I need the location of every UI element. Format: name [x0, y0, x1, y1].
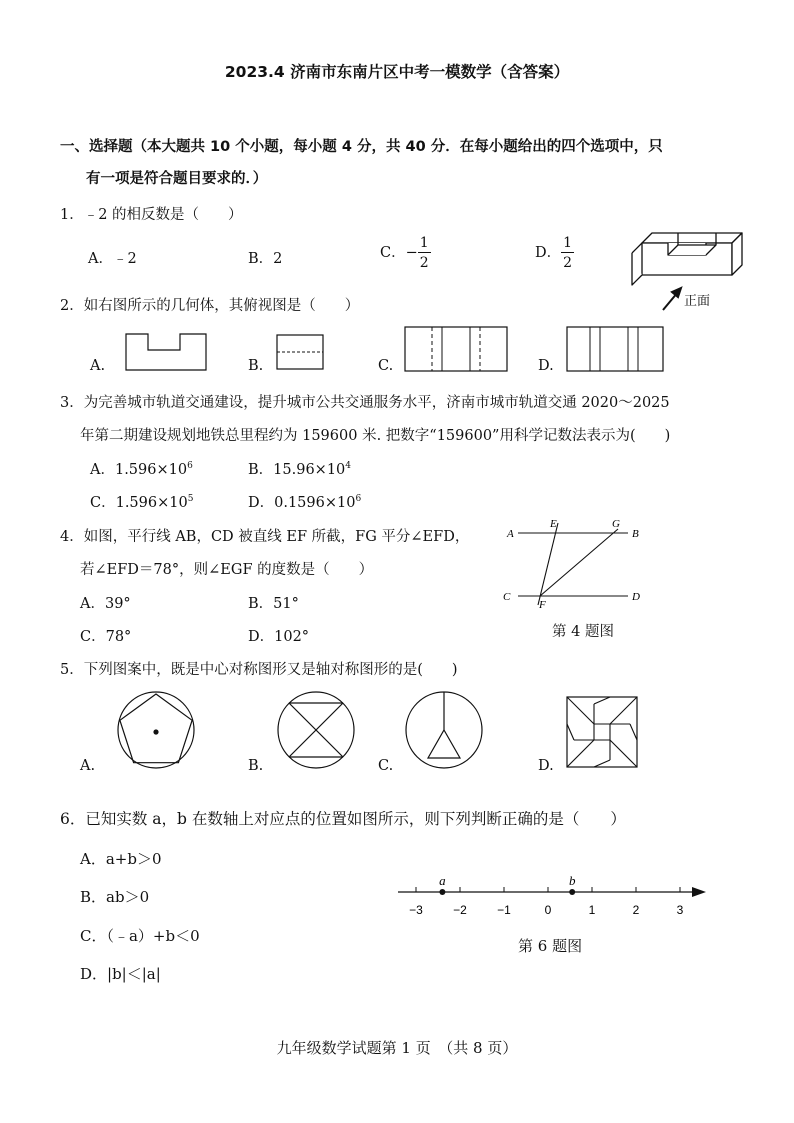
- q3-option-c: [90, 491, 193, 512]
- q4-option-b: B．51°: [248, 596, 299, 612]
- q2-option-d: D.: [538, 358, 554, 374]
- q3-stem-line1: 3．为完善城市轨道交通建设，提升城市公共交通服务水平，济南市城市轨道交通 2020～2025: [60, 395, 670, 411]
- q6-option-b: B．ab＞0: [80, 888, 150, 906]
- q2-option-d-figure: [566, 326, 664, 372]
- q5-option-a: A.: [80, 758, 96, 774]
- q6-tick-label: 3: [676, 903, 684, 917]
- q3-option-b-base: B．15.96×10: [248, 462, 346, 478]
- q3-option-d-base: D．0.1596×10: [248, 495, 356, 511]
- q4-point-f: F: [539, 599, 546, 611]
- q2-option-c-figure: [404, 326, 508, 372]
- q3-option-c-base: C．1.596×10: [90, 495, 188, 511]
- q4-caption: 第 4 题图: [552, 624, 614, 640]
- q1-option-a: A．﹣2: [88, 251, 137, 267]
- q4-option-a: A．39°: [80, 596, 131, 612]
- section-heading: 一、选择题（本大题共 10 个小题，每小题 4 分，共 40 分．在每小题给出的四个选项中，只: [60, 139, 663, 155]
- q4-option-c: C．78°: [80, 629, 132, 645]
- q2-option-b: B.: [248, 358, 264, 374]
- q5-option-c: C.: [378, 758, 394, 774]
- q6-stem: 6．已知实数 a，b 在数轴上对应点的位置如图所示，则下列判断正确的是（ ）: [60, 810, 626, 828]
- q4-point-a: A: [507, 528, 514, 540]
- q5-option-d: D.: [538, 758, 554, 774]
- q6-option-c: C．（﹣a）+b＜0: [80, 927, 200, 945]
- q6-tick-label: −2: [453, 903, 467, 917]
- q3-option-a-base: A．1.596×10: [90, 462, 188, 478]
- q6-option-d: D．|b|＜|a|: [80, 965, 161, 983]
- q3-option-b: [248, 458, 351, 479]
- q3-option-a-exp: 6: [187, 461, 193, 472]
- q5-option-b-figure: [276, 690, 356, 770]
- q3-option-b-exp: 4: [345, 461, 352, 472]
- q2-option-c: C.: [378, 358, 394, 374]
- q6-tick-label: −3: [409, 903, 423, 917]
- q6-axis-arrow: [692, 887, 706, 897]
- q4-point-c: C: [503, 591, 511, 603]
- q2-option-a-figure: [124, 332, 208, 372]
- q2-option-b-figure: [276, 334, 324, 370]
- q2-option-a: A.: [90, 358, 106, 374]
- q6-tick-label: 2: [632, 903, 640, 917]
- q1-option-c: [380, 236, 431, 270]
- q1-option-c-denominator: 2: [419, 255, 429, 271]
- q4-point-b: B: [632, 528, 639, 540]
- q6-tick-label: 1: [588, 903, 596, 917]
- q5-stem: 5．下列图案中，既是中心对称图形又是轴对称图形的是( ): [60, 662, 458, 678]
- q1-option-c-numerator: 1: [419, 235, 429, 251]
- q4-option-d: D．102°: [248, 629, 310, 645]
- page-title: 2023.4 济南市东南片区中考一模数学（含答案）: [224, 63, 570, 81]
- q6-tick-label: 0: [544, 903, 552, 917]
- section-heading-cont: 有一项是符合题目要求的．）: [86, 171, 268, 187]
- q4-point-g: G: [612, 518, 620, 530]
- q1-option-d: [535, 236, 574, 270]
- q5-option-b: B.: [248, 758, 264, 774]
- q6-number-line: [390, 868, 710, 924]
- q3-option-c-exp: 5: [187, 494, 194, 505]
- q6-point-a: [439, 889, 445, 895]
- q6-caption: 第 6 题图: [518, 937, 583, 955]
- q1-option-b: B．2: [248, 251, 283, 267]
- q1-stem: 1．﹣2 的相反数是（ ）: [60, 207, 243, 223]
- page-footer: 九年级数学试题第 1 页 （共 8 页）: [276, 1039, 518, 1057]
- q3-stem-line2: 年第二期建设规划地铁总里程约为 159600 米. 把数字“159600”用科学记数法表示为( ): [80, 428, 671, 444]
- q6-option-a: A．a+b＞0: [80, 850, 162, 868]
- q6-point-b: [569, 889, 575, 895]
- q6-point-b-label: b: [568, 873, 576, 888]
- q4-stem-line1: 4．如图，平行线 AB，CD 被直线 EF 所截，FG 平分∠EFD，: [60, 529, 470, 545]
- q3-option-d-exp: 6: [355, 494, 362, 505]
- q3-option-a: [90, 458, 193, 479]
- q6-point-a-label: a: [439, 873, 446, 888]
- q4-figure: [500, 515, 650, 615]
- q1-option-d-denominator: 2: [563, 255, 573, 271]
- q6-tick-label: −1: [497, 903, 511, 917]
- q4-point-e: E: [550, 518, 557, 530]
- q1-option-c-prefix: C．−: [380, 245, 418, 261]
- q4-point-d: D: [632, 591, 640, 603]
- q5-option-c-figure: [404, 690, 484, 770]
- q1-option-d-numerator: 1: [563, 235, 573, 251]
- q2-front-label: 正面: [684, 294, 711, 309]
- q2-stem: 2．如右图所示的几何体，其俯视图是（ ）: [60, 298, 360, 314]
- q3-option-d: [248, 491, 361, 512]
- q4-stem-line2: 若∠EFD＝78°，则∠EGF 的度数是（ ）: [80, 562, 374, 578]
- q1-option-d-prefix: D．: [535, 245, 562, 261]
- q5-option-d-figure: [566, 696, 638, 768]
- q5-option-a-figure: [116, 690, 196, 770]
